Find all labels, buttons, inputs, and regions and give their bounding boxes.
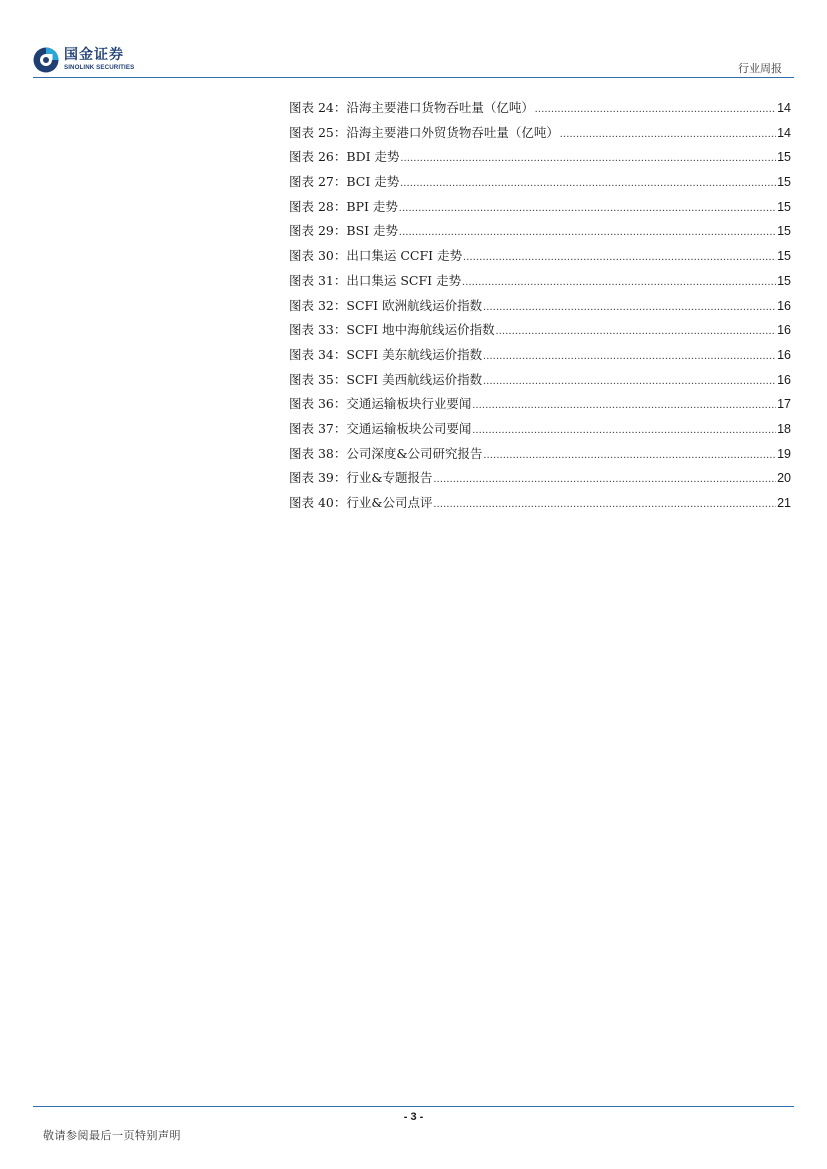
toc-dot-leader — [463, 251, 776, 263]
toc-dot-leader — [472, 399, 776, 411]
toc-entry[interactable] — [289, 98, 791, 123]
toc-entry-label: 图表 31：出口集运 SCFI 走势 — [289, 272, 462, 288]
toc-entry-label: 图表 33：SCFI 地中海航线运价指数 — [289, 322, 495, 338]
header-divider — [33, 77, 794, 78]
toc-entry-label: 图表 24：沿海主要港口货物吞吐量（亿吨） — [289, 100, 534, 115]
toc-entry-label: 图表 39：行业&专题报告 — [289, 470, 433, 486]
toc-entry[interactable] — [289, 468, 791, 493]
toc-entry[interactable] — [289, 172, 791, 197]
toc-entry-label: 图表 29：BSI 走势 — [289, 223, 399, 239]
toc-dot-leader — [401, 152, 777, 164]
toc-entry-page: 15 — [777, 150, 791, 165]
toc-entry-page: 16 — [777, 372, 791, 387]
toc-entry[interactable] — [289, 147, 791, 172]
toc-entry-label: 图表 34：SCFI 美东航线运价指数 — [289, 346, 483, 362]
toc-entry[interactable] — [289, 394, 791, 419]
toc-entry-page: 16 — [777, 298, 791, 313]
sinolink-logo-icon — [33, 47, 59, 73]
toc-dot-leader — [399, 226, 776, 238]
sinolink-logo — [33, 47, 134, 73]
toc-entry-label: 图表 28：BPI 走势 — [289, 198, 398, 214]
toc-dot-leader — [434, 498, 777, 510]
toc-entry-page: 16 — [777, 323, 791, 338]
toc-entry[interactable] — [289, 271, 791, 296]
page-number: - 3 - — [403, 1111, 424, 1123]
toc-dot-leader — [483, 350, 776, 362]
disclaimer-text: 敬请参阅最后一页特别声明 — [43, 1129, 181, 1142]
toc-entry-page: 15 — [777, 224, 791, 239]
toc-entry[interactable] — [289, 419, 791, 444]
table-of-figures — [289, 98, 791, 518]
toc-entry[interactable] — [289, 370, 791, 395]
toc-entry-page: 16 — [777, 347, 791, 362]
toc-dot-leader — [483, 301, 776, 313]
toc-entry-page: 15 — [777, 199, 791, 214]
toc-entry-page: 15 — [777, 249, 791, 264]
toc-dot-leader — [472, 424, 776, 436]
toc-entry[interactable] — [289, 197, 791, 222]
toc-entry-page: 15 — [777, 273, 791, 288]
logo-english-name: SINOLINK SECURITIES — [64, 64, 135, 72]
toc-entry-label: 图表 40：行业&公司点评 — [289, 495, 433, 510]
toc-entry-page: 21 — [777, 496, 791, 510]
page-header — [0, 0, 827, 80]
toc-entry-label: 图表 38：公司深度&公司研究报告 — [289, 445, 483, 461]
toc-entry-label: 图表 26：BDI 走势 — [289, 149, 400, 165]
toc-entry-page: 14 — [777, 125, 791, 140]
toc-entry-label: 图表 25：沿海主要港口外贸货物吞吐量（亿吨） — [289, 124, 559, 140]
toc-entry-page: 18 — [777, 421, 791, 436]
logo-chinese-name: 国金证券 — [64, 47, 124, 64]
toc-dot-leader — [484, 449, 777, 461]
toc-entry[interactable] — [289, 246, 791, 271]
toc-dot-leader — [483, 375, 776, 387]
toc-entry-label: 图表 36：交通运输板块行业要闻 — [289, 396, 472, 412]
toc-dot-leader — [560, 128, 776, 140]
toc-entry-label: 图表 30：出口集运 CCFI 走势 — [289, 248, 463, 264]
toc-entry[interactable] — [289, 320, 791, 345]
toc-entry-page: 14 — [777, 101, 791, 115]
toc-entry-label: 图表 37：交通运输板块公司要闻 — [289, 420, 472, 436]
toc-entry[interactable] — [289, 123, 791, 148]
toc-entry-page: 17 — [777, 397, 791, 412]
toc-dot-leader — [434, 473, 777, 485]
toc-entry-label: 图表 27：BCI 走势 — [289, 174, 400, 190]
toc-entry-label: 图表 35：SCFI 美西航线运价指数 — [289, 371, 483, 387]
toc-dot-leader — [496, 325, 777, 337]
toc-dot-leader — [535, 103, 776, 115]
toc-entry[interactable] — [289, 493, 791, 518]
toc-entry[interactable] — [289, 296, 791, 321]
toc-entry-page: 15 — [777, 175, 791, 190]
toc-dot-leader — [462, 276, 776, 288]
toc-entry-page: 19 — [777, 446, 791, 461]
footer-divider — [33, 1106, 794, 1107]
toc-entry[interactable] — [289, 221, 791, 246]
toc-dot-leader — [399, 202, 776, 214]
toc-entry[interactable] — [289, 345, 791, 370]
toc-entry-label: 图表 32：SCFI 欧洲航线运价指数 — [289, 297, 483, 313]
toc-dot-leader — [400, 177, 776, 189]
toc-entry-page: 20 — [777, 471, 791, 486]
report-type-label: 行业周报 — [738, 62, 782, 75]
toc-entry[interactable] — [289, 444, 791, 469]
